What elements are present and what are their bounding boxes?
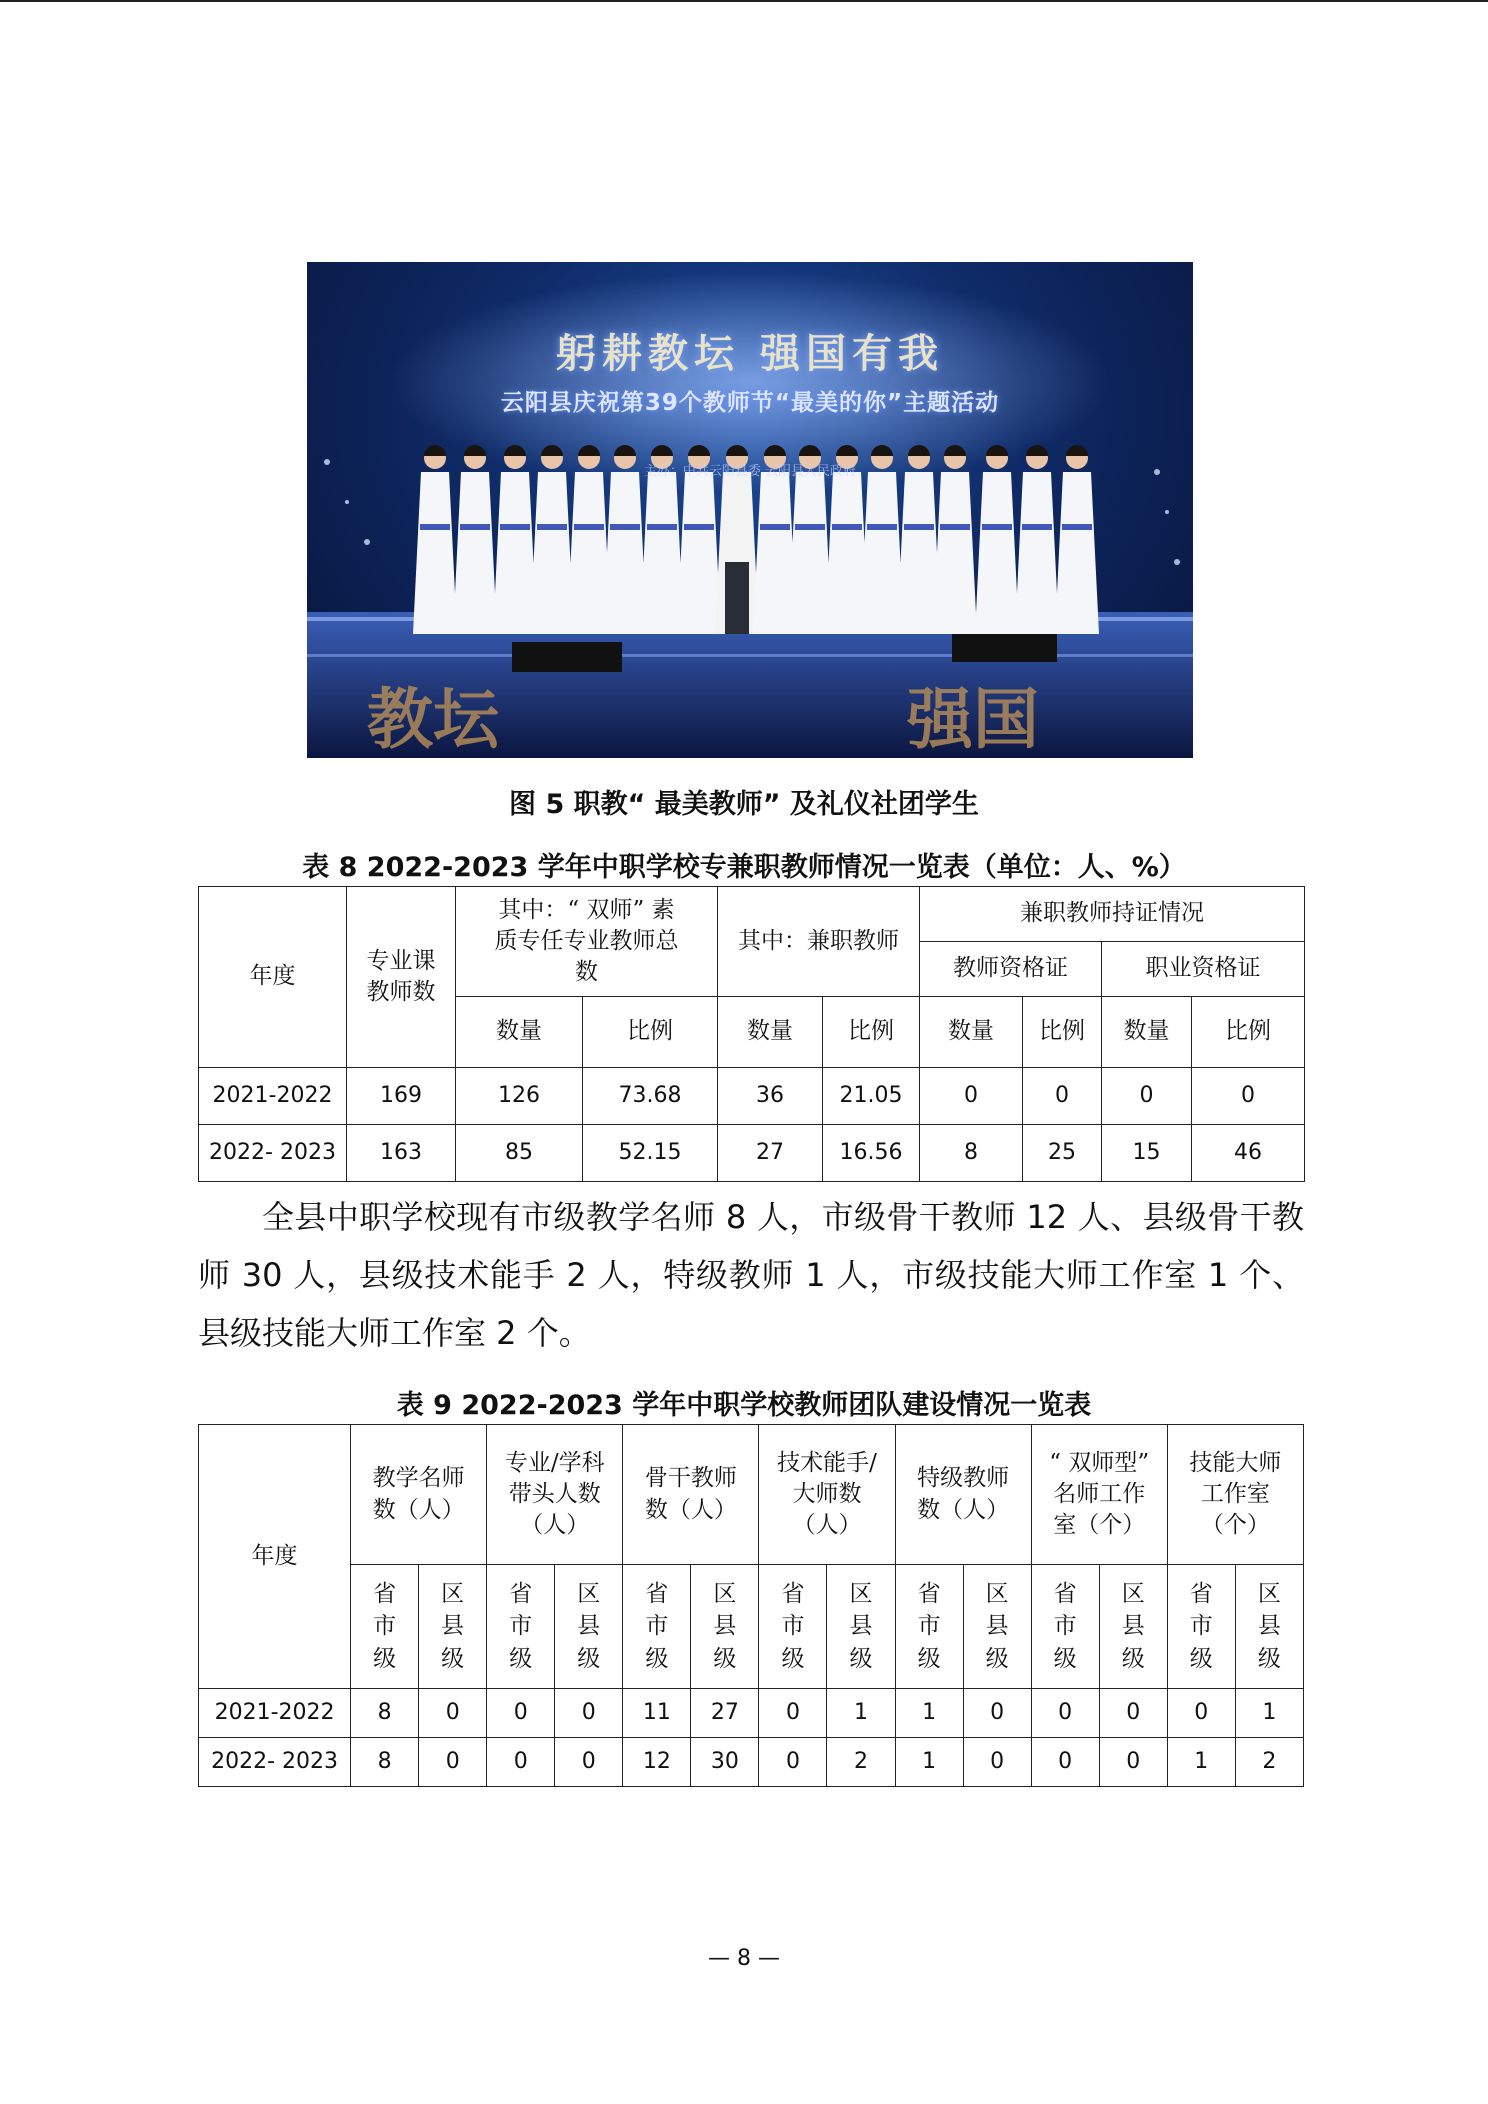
table9-header-county: 区县级 bbox=[827, 1565, 895, 1689]
table8-header-ratio: 比例 bbox=[1023, 997, 1102, 1068]
table8-header-cert: 兼职教师持证情况 bbox=[920, 887, 1305, 942]
table-cell: 36 bbox=[718, 1068, 823, 1125]
table-cell: 0 bbox=[419, 1738, 487, 1787]
figure-caption: 图 5 职教“ 最美教师” 及礼仪社团学生 bbox=[509, 789, 979, 820]
table-cell: 25 bbox=[1023, 1125, 1102, 1182]
table8-caption: 表 8 2022-2023 学年中职学校专兼职教师情况一览表（单位：人、%） bbox=[302, 852, 1186, 883]
table-cell: 2022- 2023 bbox=[199, 1738, 351, 1787]
table-cell: 2021-2022 bbox=[199, 1068, 347, 1125]
table-cell: 1 bbox=[1167, 1738, 1235, 1787]
table-cell: 0 bbox=[419, 1689, 487, 1738]
table8-header-teacher-cert: 教师资格证 bbox=[920, 942, 1102, 997]
table8 bbox=[198, 886, 1305, 1182]
table-cell: 0 bbox=[963, 1738, 1031, 1787]
table-cell: 0 bbox=[487, 1689, 555, 1738]
table8-header-count: 数量 bbox=[1102, 997, 1192, 1068]
table9 bbox=[198, 1424, 1304, 1787]
table9-header-prov: 省市级 bbox=[1031, 1565, 1099, 1689]
table-cell: 1 bbox=[1235, 1689, 1303, 1738]
table9-caption: 表 9 2022-2023 学年中职学校教师团队建设情况一览表 bbox=[396, 1390, 1092, 1421]
table-cell: 46 bbox=[1192, 1125, 1305, 1182]
table-cell: 12 bbox=[623, 1738, 691, 1787]
table-row bbox=[199, 1125, 1305, 1182]
table-cell: 0 bbox=[920, 1068, 1023, 1125]
table9-header-county: 区县级 bbox=[963, 1565, 1031, 1689]
table-cell: 52.15 bbox=[583, 1125, 718, 1182]
table-cell: 163 bbox=[347, 1125, 456, 1182]
banner-host: 主办：中共云阳县委 云阳县人民政府 bbox=[643, 464, 857, 479]
table9-header-prov: 省市级 bbox=[351, 1565, 419, 1689]
table8-header-ratio: 比例 bbox=[583, 997, 718, 1068]
table-cell: 0 bbox=[1031, 1689, 1099, 1738]
table9-header-county: 区县级 bbox=[1235, 1565, 1303, 1689]
table8-header-count: 数量 bbox=[718, 997, 823, 1068]
table9-header-group: 技术能手/大师数（人） bbox=[759, 1425, 895, 1565]
table-cell: 0 bbox=[1099, 1738, 1167, 1787]
table9-header-prov: 省市级 bbox=[895, 1565, 963, 1689]
top-border-line bbox=[0, 0, 1488, 2]
table9-header-group: 特级教师数（人） bbox=[895, 1425, 1031, 1565]
table-cell: 126 bbox=[456, 1068, 583, 1125]
table8-header-count: 数量 bbox=[456, 997, 583, 1068]
page-number: — 8 — bbox=[708, 1946, 780, 1971]
table-cell: 8 bbox=[920, 1125, 1023, 1182]
table-cell: 0 bbox=[487, 1738, 555, 1787]
table-cell: 2 bbox=[827, 1738, 895, 1787]
event-photo bbox=[307, 262, 1193, 758]
table8-header-job-cert: 职业资格证 bbox=[1102, 942, 1305, 997]
table-cell: 0 bbox=[759, 1738, 827, 1787]
table9-header-group: 专业/学科带头人数（人） bbox=[487, 1425, 623, 1565]
table9-header-prov: 省市级 bbox=[487, 1565, 555, 1689]
banner-title: 躬耕教坛 强国有我 bbox=[556, 330, 944, 377]
table-cell: 21.05 bbox=[823, 1068, 920, 1125]
table-cell: 0 bbox=[1023, 1068, 1102, 1125]
table-cell: 8 bbox=[351, 1689, 419, 1738]
table8-header-count: 数量 bbox=[920, 997, 1023, 1068]
table9-header-county: 区县级 bbox=[419, 1565, 487, 1689]
table9-header-group: 骨干教师数（人） bbox=[623, 1425, 759, 1565]
table-cell: 1 bbox=[827, 1689, 895, 1738]
table8-header-dual: 其中：“ 双师” 素质专任专业教师总数 bbox=[456, 887, 718, 997]
table-cell: 0 bbox=[759, 1689, 827, 1738]
table-cell: 2021-2022 bbox=[199, 1689, 351, 1738]
table-cell: 0 bbox=[1031, 1738, 1099, 1787]
table-cell: 169 bbox=[347, 1068, 456, 1125]
table-cell: 0 bbox=[555, 1689, 623, 1738]
table9-header-prov: 省市级 bbox=[759, 1565, 827, 1689]
table9-header-county: 区县级 bbox=[691, 1565, 759, 1689]
svg-text:强国: 强国 bbox=[907, 680, 1039, 758]
table8-header-major-teachers: 专业课教师数 bbox=[347, 887, 456, 1068]
table-cell: 0 bbox=[555, 1738, 623, 1787]
table-cell: 73.68 bbox=[583, 1068, 718, 1125]
table-cell: 0 bbox=[1099, 1689, 1167, 1738]
floor-text: 教坛 bbox=[367, 680, 499, 758]
table-cell: 8 bbox=[351, 1738, 419, 1787]
table9-header-year: 年度 bbox=[199, 1425, 351, 1689]
table-row bbox=[199, 1068, 1305, 1125]
table-cell: 0 bbox=[1167, 1689, 1235, 1738]
body-paragraph: 全县中职学校现有市级教学名师 8 人，市级骨干教师 12 人、县级骨干教师 30 人，县级技术能手 2 人，特级教师 1 人，市级技能大师工作室 1 个、县级技能大师工作室 2 个。 bbox=[198, 1198, 1304, 1352]
table-cell: 2 bbox=[1235, 1738, 1303, 1787]
table-row bbox=[199, 1738, 1304, 1787]
table8-header-ratio: 比例 bbox=[823, 997, 920, 1068]
table9-header-group: “ 双师型” 名师工作室（个） bbox=[1031, 1425, 1167, 1565]
table8-header-year: 年度 bbox=[199, 887, 347, 1068]
table9-header-group: 技能大师工作室（个） bbox=[1167, 1425, 1303, 1565]
table-cell: 1 bbox=[895, 1689, 963, 1738]
table-cell: 85 bbox=[456, 1125, 583, 1182]
table-cell: 27 bbox=[718, 1125, 823, 1182]
table9-header-county: 区县级 bbox=[555, 1565, 623, 1689]
table-cell: 27 bbox=[691, 1689, 759, 1738]
table9-header-group: 教学名师数（人） bbox=[351, 1425, 487, 1565]
table-cell: 0 bbox=[1192, 1068, 1305, 1125]
table9-header-county: 区县级 bbox=[1099, 1565, 1167, 1689]
table8-header-parttime: 其中：兼职教师 bbox=[718, 887, 920, 997]
table-cell: 30 bbox=[691, 1738, 759, 1787]
table9-header-prov: 省市级 bbox=[623, 1565, 691, 1689]
banner-subtitle: 云阳县庆祝第39个教师节“最美的你”主题活动 bbox=[500, 390, 1000, 416]
table8-header-ratio: 比例 bbox=[1192, 997, 1305, 1068]
table-cell: 1 bbox=[895, 1738, 963, 1787]
table-cell: 2022- 2023 bbox=[199, 1125, 347, 1182]
table9-header-prov: 省市级 bbox=[1167, 1565, 1235, 1689]
table-cell: 16.56 bbox=[823, 1125, 920, 1182]
table-cell: 0 bbox=[963, 1689, 1031, 1738]
table-cell: 0 bbox=[1102, 1068, 1192, 1125]
table-cell: 15 bbox=[1102, 1125, 1192, 1182]
table-row bbox=[199, 1689, 1304, 1738]
table-cell: 11 bbox=[623, 1689, 691, 1738]
